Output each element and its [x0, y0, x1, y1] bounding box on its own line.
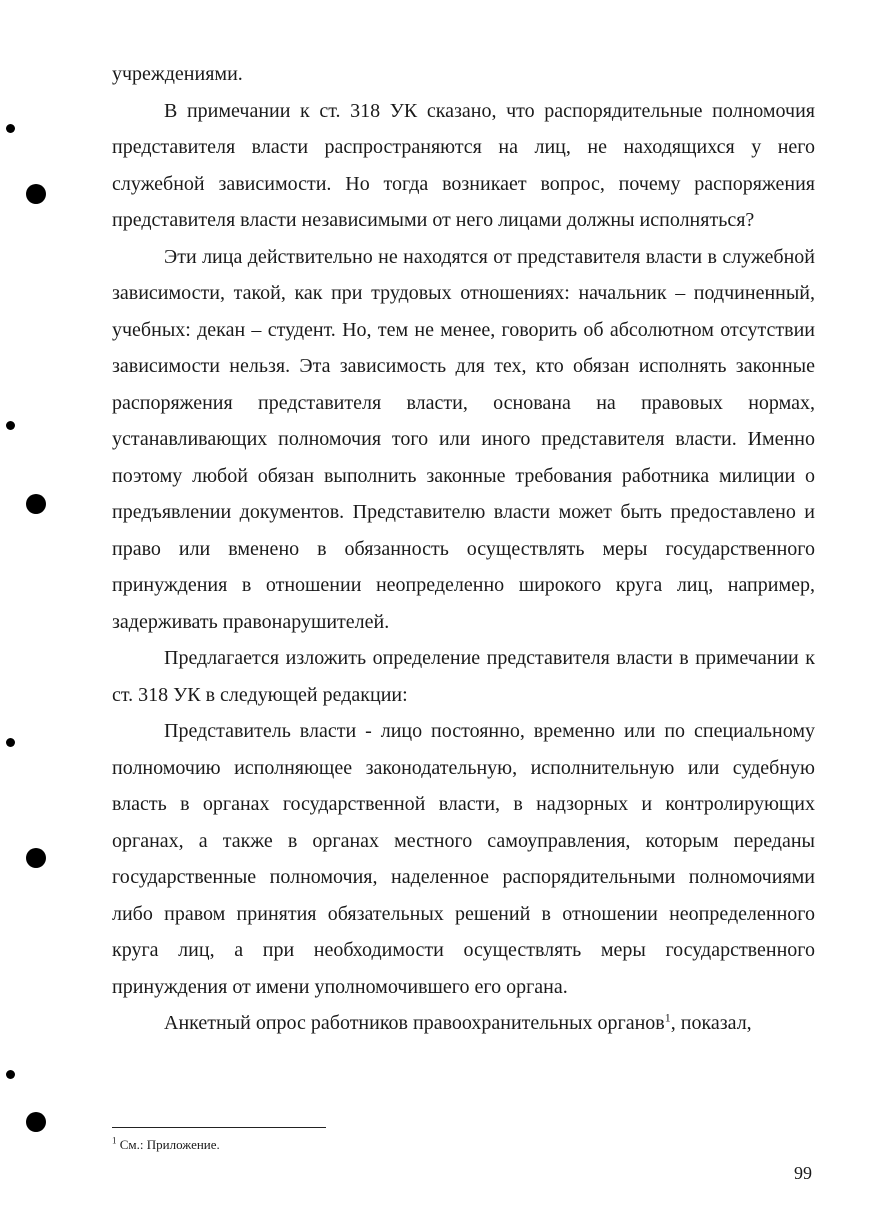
body-text: [112, 56, 815, 1042]
page-number: 99: [794, 1163, 812, 1183]
survey-text: Анкетный опрос работников правоохранительных органов: [164, 1012, 665, 1034]
footnote-divider: [112, 1127, 326, 1128]
paragraph-proposal: Предлагается изложить определение представителя власти в примечании к ст. 318 УК в следующей редакции:: [112, 647, 815, 706]
survey-text-end: , показал,: [670, 1012, 752, 1034]
footnote-reference: 1: [664, 1010, 671, 1025]
binding-hole: [26, 1112, 46, 1132]
binding-hole: [26, 184, 46, 204]
paragraph-note-318: В примечании к ст. 318 УК сказано, что распорядительные полномочия представителя власти распространяются на лиц, не находящихся у него служебной зависимости. Но тогда возникает вопрос, почему распоряжения представителя власти независимыми от него лицами должны исполняться?: [112, 99, 815, 231]
footnote-text: См.: Приложение.: [116, 1137, 220, 1152]
paragraph-survey: [112, 1005, 815, 1042]
binding-hole-small: [6, 421, 15, 430]
footnote: [112, 1136, 220, 1154]
paragraph-dependence: Эти лица действительно не находятся от представителя власти в служебной зависимости, такой, как при трудовых отношениях: начальник – подчиненный, учебных: декан – студент. Но, тем не менее, говорить об абсолютном отсутствии зависимости нельзя. Эта зависимость для тех, кто обязан исполнять законные распоряжения представителя власти, основана на правовых нормах, устанавливающих полномочия того или иного представителя власти. Именно поэтому любой обязан выполнить законные требования работника милиции о предъявлении документов. Представителю власти может быть предоставлено и право или вменено в обязанность осуществлять меры государственного принуждения в отношении неопределенно широкого круга лиц, например, задерживать правонарушителей.: [112, 245, 815, 633]
binding-hole-small: [6, 124, 15, 133]
footnote-mark: 1: [112, 1135, 117, 1146]
binding-hole: [26, 494, 46, 514]
paragraph-definition: Представитель власти - лицо постоянно, временно или по специальному полномочию исполняющее законодательную, исполнительную или судебную власть в органах государственной власти, в надзорных и контролирующих органах, а также в органах местного самоуправления, которым переданы государственные полномочия, наделенное распорядительными полномочиями либо правом принятия обязательных решений в отношении неопределенного круга лиц, а при необходимости осуществлять меры государственного принуждения от имени уполномочившего его органа.: [112, 720, 815, 998]
binding-hole-small: [6, 1070, 15, 1079]
binding-hole: [26, 848, 46, 868]
paragraph-continuation: учреждениями.: [112, 63, 243, 85]
binding-hole-small: [6, 738, 15, 747]
